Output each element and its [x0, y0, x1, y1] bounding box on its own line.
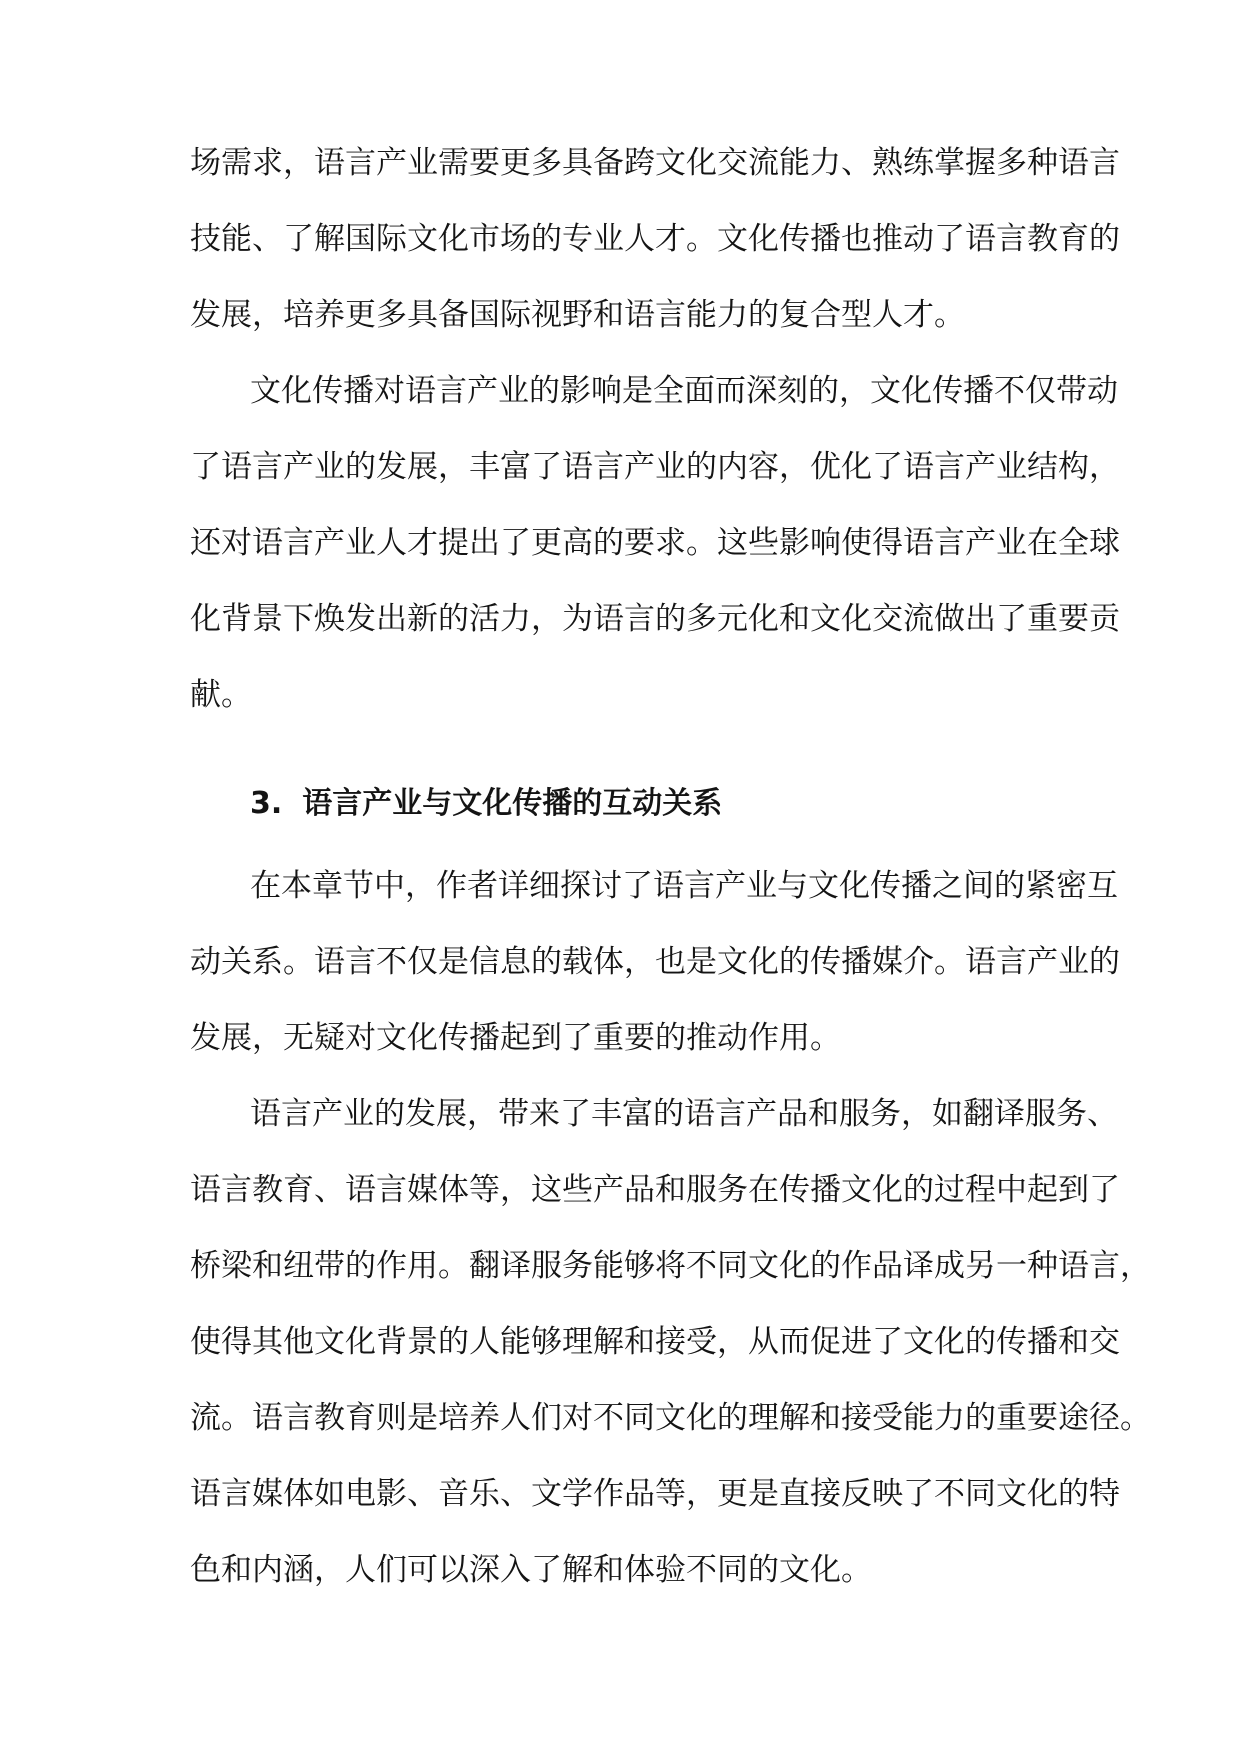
paragraph-1-line-1: 场需求，语言产业需要更多具备跨文化交流能力、熟练掌握多种语言 — [190, 145, 1120, 181]
section-heading — [250, 784, 722, 824]
paragraph-4-line-7: 色和内涵，人们可以深入了解和体验不同的文化。 — [190, 1552, 872, 1588]
paragraph-4-line-2: 语言教育、语言媒体等，这些产品和服务在传播文化的过程中起到了 — [190, 1172, 1120, 1208]
paragraph-3-line-2: 动关系。语言不仅是信息的载体，也是文化的传播媒介。语言产业的 — [190, 944, 1120, 980]
paragraph-2-line-5: 献。 — [190, 677, 252, 713]
paragraph-2-line-3: 还对语言产业人才提出了更高的要求。这些影响使得语言产业在全球 — [190, 525, 1120, 561]
paragraph-4-line-5: 流。语言教育则是培养人们对不同文化的理解和接受能力的重要途径。 — [190, 1400, 1151, 1436]
paragraph-1-line-3: 发展，培养更多具备国际视野和语言能力的复合型人才。 — [190, 297, 965, 333]
paragraph-4-line-6: 语言媒体如电影、音乐、文学作品等，更是直接反映了不同文化的特 — [190, 1476, 1120, 1512]
section-number: 3. — [250, 786, 283, 821]
section-title: 语言产业与文化传播的互动关系 — [302, 786, 723, 821]
paragraph-2-line-1: 文化传播对语言产业的影响是全面而深刻的，文化传播不仅带动 — [250, 373, 1118, 409]
paragraph-3-line-1: 在本章节中，作者详细探讨了语言产业与文化传播之间的紧密互 — [250, 868, 1118, 904]
paragraph-4-line-1: 语言产业的发展，带来了丰富的语言产品和服务，如翻译服务、 — [250, 1096, 1118, 1132]
paragraph-3-line-3: 发展，无疑对文化传播起到了重要的推动作用。 — [190, 1020, 841, 1056]
paragraph-2-line-2: 了语言产业的发展，丰富了语言产业的内容，优化了语言产业结构， — [190, 449, 1120, 485]
paragraph-2-line-4: 化背景下焕发出新的活力，为语言的多元化和文化交流做出了重要贡 — [190, 601, 1120, 637]
paragraph-4-line-3: 桥梁和纽带的作用。翻译服务能够将不同文化的作品译成另一种语言， — [190, 1248, 1151, 1284]
paragraph-1-line-2: 技能、了解国际文化市场的专业人才。文化传播也推动了语言教育的 — [190, 221, 1120, 257]
paragraph-4-line-4: 使得其他文化背景的人能够理解和接受，从而促进了文化的传播和交 — [190, 1324, 1120, 1360]
